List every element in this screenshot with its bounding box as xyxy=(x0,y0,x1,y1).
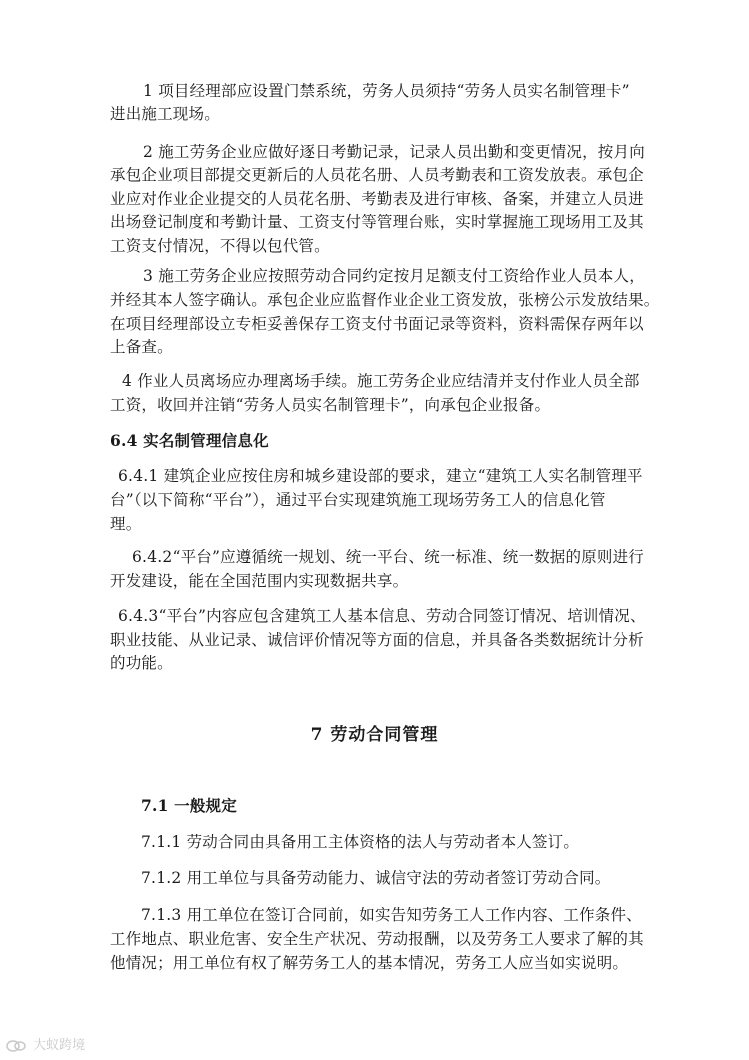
text-line: 7.1.1 劳动合同由具备用工主体资格的法人与劳动者本人签订。 xyxy=(141,833,580,851)
text-line: 7.1.2 用工单位与具备劳动能力、诚信守法的劳动者签订劳动合同。 xyxy=(141,869,611,887)
text-line: 7.1.3 用工单位在签订合同前，如实告知劳务工人工作内容、工作条件、 xyxy=(141,906,642,924)
text-line: 在项目经理部设立专柜妥善保存工资支付书面记录等资料，资料需保存两年以 xyxy=(110,315,644,333)
watermark-text: 大蚁跨境 xyxy=(33,1038,86,1053)
text-line: 3 施工劳务企业应按照劳动合同约定按月足额支付工资给作业人员本人， xyxy=(143,267,645,285)
text-line: 6.4.2“平台”应遵循统一规划、统一平台、统一标准、统一数据的原则进行 xyxy=(132,548,644,566)
text-line: 职业技能、从业记录、诚信评价情况等方面的信息，并具备各类数据统计分析 xyxy=(110,631,644,649)
chapter-title: 7 劳动合同管理 xyxy=(310,725,439,745)
text-line: 1 项目经理部应设置门禁系统，劳务人员须持“劳务人员实名制管理卡” xyxy=(143,82,630,100)
text-line: 6.4.1 建筑企业应按住房和城乡建设部的要求，建立“建筑工人实名制管理平 xyxy=(118,467,643,485)
text-line: 上备查。 xyxy=(110,338,173,356)
brand-logo-icon xyxy=(6,1039,26,1053)
section-heading: 6.4 实名制管理信息化 xyxy=(110,431,269,450)
section-heading: 7.1 一般规定 xyxy=(141,796,237,815)
text-line: 台”（以下简称“平台”），通过平台实现建筑施工现场劳务工人的信息化管 xyxy=(110,491,606,509)
text-line: 工资支付情况，不得以包代管。 xyxy=(110,237,330,255)
text-line: 承包企业项目部提交更新后的人员花名册、人员考勤表和工资发放表。承包企 xyxy=(110,166,644,184)
text-line: 4 作业人员离场应办理离场手续。施工劳务企业应结清并支付作业人员全部 xyxy=(122,372,640,390)
text-line: 并经其本人签字确认。承包企业应监督作业企业工资发放，张榜公示发放结果。 xyxy=(110,291,660,309)
text-line: 2 施工劳务企业应做好逐日考勤记录，记录人员出勤和变更情况，按月向 xyxy=(143,143,645,161)
text-line: 工资，收回并注销“劳务人员实名制管理卡”，向承包企业报备。 xyxy=(110,396,551,414)
text-line: 他情况；用工单位有权了解劳务工人的基本情况，劳务工人应当如实说明。 xyxy=(110,954,629,972)
text-line: 理。 xyxy=(110,515,142,533)
text-line: 业应对作业企业提交的人员花名册、考勤表及进行审核、备案，并建立人员进 xyxy=(110,190,644,208)
watermark xyxy=(6,1034,85,1053)
text-line: 出场登记制度和考勤计量、工资支付等管理台账，实时掌握施工现场用工及其 xyxy=(110,213,644,231)
text-line: 6.4.3“平台”内容应包含建筑工人基本信息、劳动合同签订情况、培训情况、 xyxy=(118,607,646,625)
text-line: 工作地点、职业危害、安全生产状况、劳动报酬，以及劳务工人要求了解的其 xyxy=(110,930,644,948)
text-line: 进出施工现场。 xyxy=(110,105,220,123)
text-line: 开发建设，能在全国范围内实现数据共享。 xyxy=(110,572,409,590)
text-line: 的功能。 xyxy=(110,654,173,672)
